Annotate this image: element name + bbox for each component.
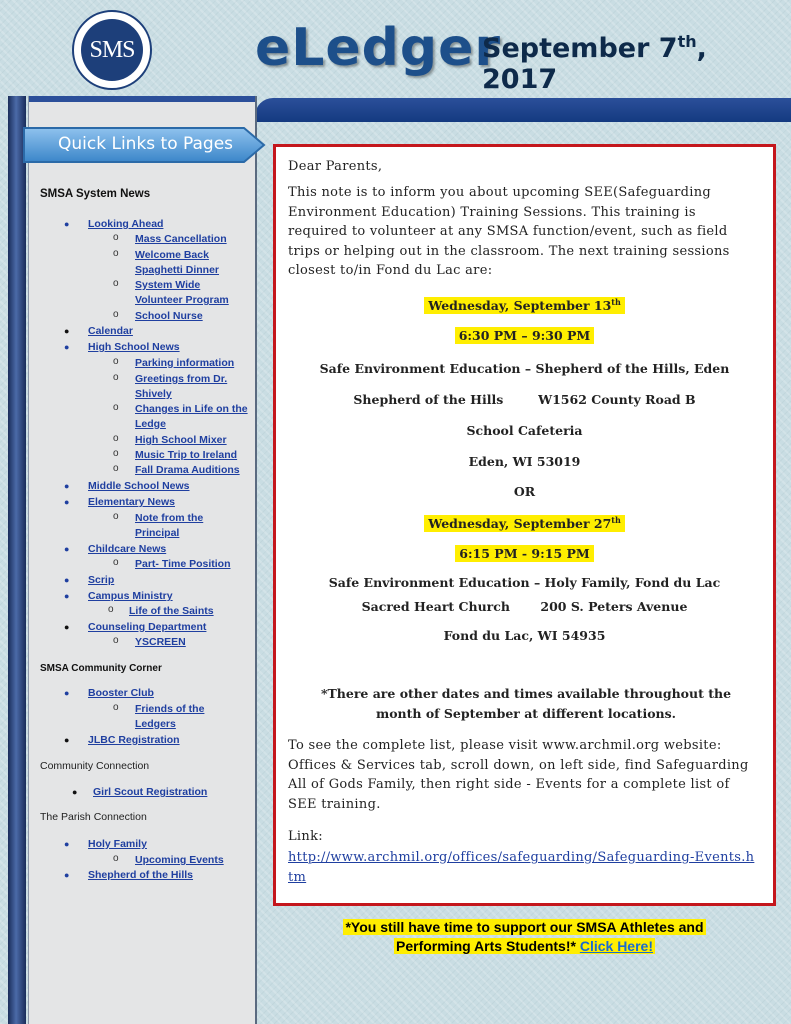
- link-life-saints[interactable]: Life of the Saints: [129, 605, 214, 617]
- session2-date-text: Wednesday, September 27: [428, 516, 612, 532]
- session1-date-text: Wednesday, September 13: [428, 298, 612, 314]
- link-changes-2[interactable]: Ledge: [135, 418, 166, 430]
- link-looking-ahead[interactable]: Looking Ahead: [88, 218, 164, 230]
- other-dates-note: *There are other dates and times available throughout the month of September at different locations.: [320, 686, 732, 721]
- hollow-bullet: o: [113, 433, 119, 444]
- link-music-trip[interactable]: Music Trip to Ireland: [135, 449, 238, 461]
- link-middle-school[interactable]: Middle School News: [88, 480, 190, 492]
- sidebar-top-band: [29, 96, 255, 102]
- session1-location-4: Eden, WI 53019: [468, 454, 581, 469]
- session2-location-3: Fond du Lac, WI 54935: [443, 628, 606, 643]
- hollow-bullet: o: [113, 248, 119, 259]
- bullet: ●: [64, 870, 70, 880]
- intro-paragraph: This note is to inform you about upcoming SEE(Safeguarding Environment Education) Training Sessions. This training is required to volunteer at any SMSA function/event, such as field trips or helping out in the classroom. The next training sessions closest to/in Fond du Lac are:: [288, 185, 730, 278]
- link-calendar[interactable]: Calendar: [88, 325, 133, 337]
- link-system-wide-1[interactable]: System Wide: [135, 279, 201, 291]
- link-friends-1[interactable]: Friends of the: [135, 703, 205, 715]
- letter-panel: [273, 144, 776, 906]
- hollow-bullet: o: [113, 511, 119, 522]
- side-strip-decoration: [8, 96, 26, 1024]
- link-changes-1[interactable]: Changes in Life on the: [135, 403, 248, 415]
- or-separator: OR: [513, 484, 536, 499]
- website-instructions: To see the complete list, please visit www.archmil.org website: Offices & Services tab, scroll down, on left side, find Safeguarding All of Gods Family, then right side - Events for a complete list of SEE training.: [288, 738, 749, 812]
- newsletter-title: eLedger: [255, 18, 502, 78]
- session2-date-sup: th: [611, 515, 621, 525]
- link-girl-scout[interactable]: Girl Scout Registration: [93, 786, 208, 798]
- hollow-bullet: o: [113, 232, 119, 243]
- hollow-bullet: o: [113, 309, 119, 320]
- link-childcare[interactable]: Childcare News: [88, 543, 167, 555]
- quick-links-label: Quick Links to Pages: [58, 134, 234, 154]
- bullet: ●: [64, 481, 70, 491]
- date-main: September 7: [482, 33, 678, 64]
- session1-location-1: Safe Environment Education – Shepherd of the Hills, Eden: [319, 361, 730, 376]
- link-holy-family[interactable]: Holy Family: [88, 838, 147, 850]
- bullet: ●: [64, 735, 70, 745]
- bullet: ●: [64, 839, 70, 849]
- hollow-bullet: o: [113, 402, 119, 413]
- hollow-bullet: o: [113, 356, 119, 367]
- hollow-bullet: o: [113, 463, 119, 474]
- header-banner-bar: [255, 98, 791, 122]
- bullet: ●: [64, 497, 70, 507]
- newsletter-date: [482, 32, 791, 95]
- session1-time-text: 6:30 PM – 9:30 PM: [455, 327, 595, 344]
- hollow-bullet: o: [113, 702, 119, 713]
- hollow-bullet: o: [113, 372, 119, 383]
- session1-date-sup: th: [611, 297, 621, 307]
- session2-date: [276, 515, 773, 531]
- link-counseling[interactable]: Counseling Department: [88, 621, 207, 633]
- parish-heading: The Parish Connection: [40, 811, 147, 823]
- hollow-bullet: o: [113, 557, 119, 568]
- link-parking[interactable]: Parking information: [135, 357, 235, 369]
- link-label: Link:: [288, 829, 323, 844]
- archmil-url[interactable]: http://www.archmil.org/offices/safeguarding/Safeguarding-Events.htm: [288, 850, 755, 885]
- link-campus-ministry[interactable]: Campus Ministry: [88, 590, 173, 602]
- system-news-heading: SMSA System News: [40, 188, 151, 200]
- link-elementary[interactable]: Elementary News: [88, 496, 175, 508]
- bullet: ●: [64, 219, 70, 229]
- link-booster-club[interactable]: Booster Club: [88, 687, 154, 699]
- session1-date: [276, 297, 773, 313]
- bullet: ●: [64, 591, 70, 601]
- greeting: Dear Parents,: [288, 159, 383, 174]
- link-system-wide-2[interactable]: Volunteer Program: [135, 294, 229, 306]
- hollow-bullet: o: [113, 278, 119, 289]
- bullet: ●: [64, 326, 70, 336]
- date-sup: th: [677, 32, 697, 51]
- link-upcoming-events[interactable]: Upcoming Events: [135, 854, 224, 866]
- archmil-url-link[interactable]: [288, 848, 758, 887]
- link-school-nurse[interactable]: School Nurse: [135, 310, 203, 322]
- footer-line2-text: Performing Arts Students!*: [396, 938, 576, 954]
- link-hs-mixer[interactable]: High School Mixer: [135, 434, 227, 446]
- link-mass-cancellation[interactable]: Mass Cancellation: [135, 233, 227, 245]
- link-friends-2[interactable]: Ledgers: [135, 718, 176, 730]
- session2-location-2: Sacred Heart Church 200 S. Peters Avenue: [361, 599, 688, 614]
- link-shepherd[interactable]: Shepherd of the Hills: [88, 869, 194, 881]
- session1-time: [276, 328, 773, 343]
- hollow-bullet: o: [113, 635, 119, 646]
- footer-callout: [273, 918, 776, 956]
- hollow-bullet: o: [108, 604, 114, 615]
- community-connection-heading: Community Connection: [40, 760, 150, 772]
- footer-line1: *You still have time to support our SMSA Athletes and: [345, 919, 704, 935]
- logo-text: SMS: [81, 19, 143, 81]
- community-corner-heading: SMSA Community Corner: [40, 663, 162, 674]
- hollow-bullet: o: [113, 853, 119, 864]
- link-welcome-back-1[interactable]: Welcome Back: [135, 249, 209, 261]
- link-jlbc[interactable]: JLBC Registration: [88, 734, 180, 746]
- bullet: ●: [64, 342, 70, 352]
- link-greetings-2[interactable]: Shively: [135, 388, 172, 400]
- session2-time: [276, 546, 773, 561]
- link-yscreen[interactable]: YSCREEN: [135, 636, 186, 648]
- session2-time-text: 6:15 PM - 9:15 PM: [455, 545, 593, 562]
- quick-links-banner: [22, 124, 268, 166]
- bullet: ●: [64, 622, 70, 632]
- link-scrip[interactable]: Scrip: [88, 574, 115, 586]
- link-welcome-back-2[interactable]: Spaghetti Dinner: [135, 264, 220, 276]
- session2-location-1: Safe Environment Education – Holy Family, Fond du Lac: [328, 575, 721, 590]
- session1-location-3: School Cafeteria: [466, 423, 583, 438]
- link-greetings-1[interactable]: Greetings from Dr.: [135, 373, 228, 385]
- session1-location-2: Shepherd of the Hills W1562 County Road B: [353, 392, 696, 407]
- link-note-principal-2[interactable]: Principal: [135, 527, 180, 539]
- link-part-time[interactable]: Part- Time Position: [135, 558, 231, 570]
- footer-line2: [394, 938, 655, 954]
- hollow-bullet: o: [113, 448, 119, 459]
- link-note-principal-1[interactable]: Note from the: [135, 512, 204, 524]
- bullet: ●: [72, 787, 78, 797]
- bullet: ●: [64, 575, 70, 585]
- bullet: ●: [64, 544, 70, 554]
- link-high-school-news[interactable]: High School News: [88, 341, 180, 353]
- smsa-logo: [72, 10, 152, 90]
- date-year: , 2017: [482, 33, 707, 95]
- bullet: ●: [64, 688, 70, 698]
- link-fall-drama[interactable]: Fall Drama Auditions: [135, 464, 240, 476]
- click-here-link[interactable]: Click Here!: [579, 938, 653, 954]
